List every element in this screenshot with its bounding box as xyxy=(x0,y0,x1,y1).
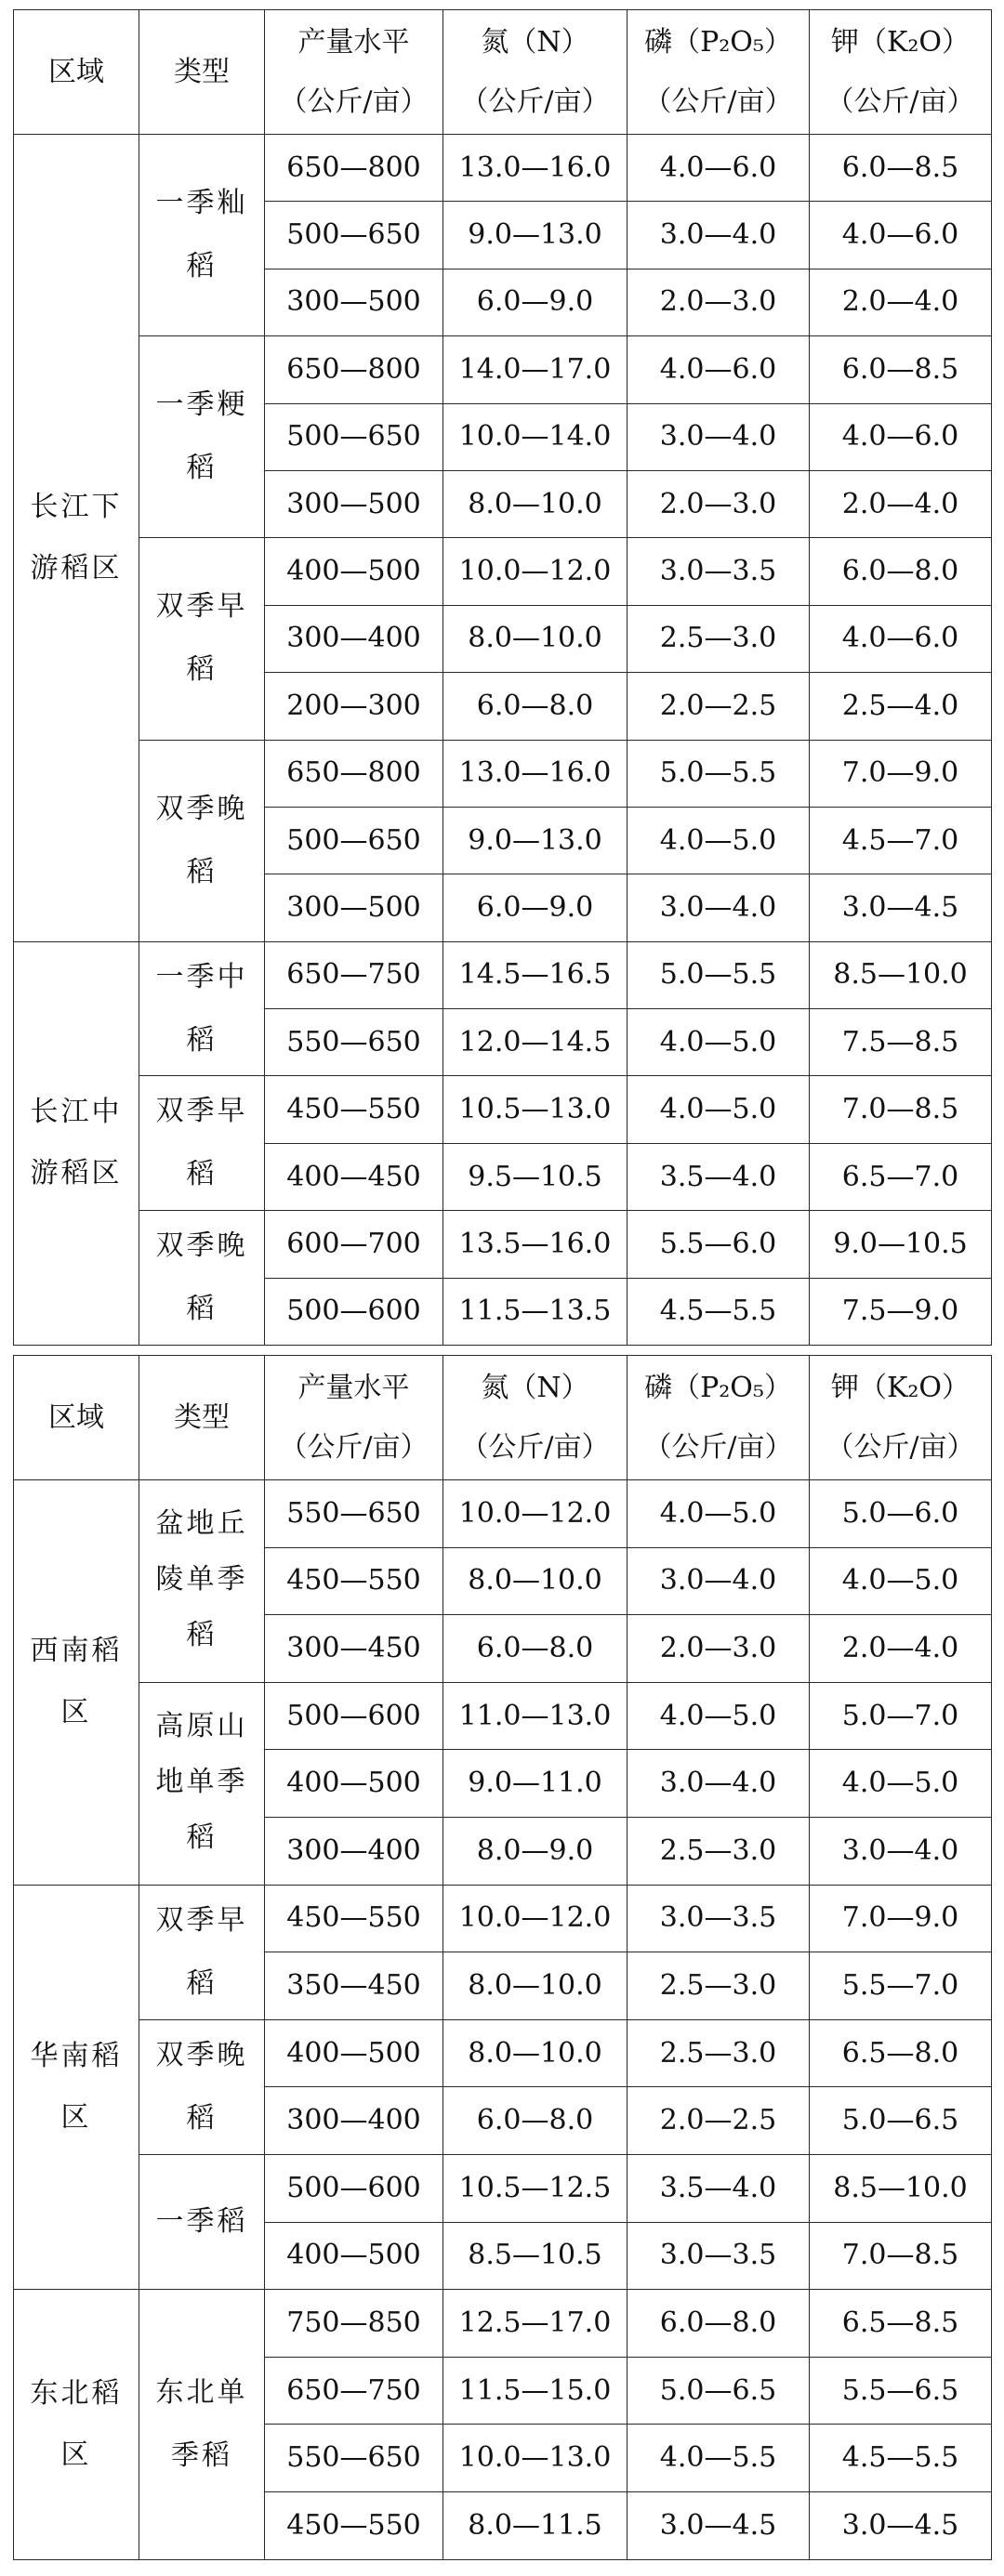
yield-cell: 300—400 xyxy=(265,2087,443,2155)
n-cell: 6.0—8.0 xyxy=(443,1615,628,1683)
type-name: 双季早稻 xyxy=(155,590,248,687)
yield-cell: 400—500 xyxy=(265,538,443,605)
type-cell xyxy=(139,1076,265,1211)
region-name: 东北稻区 xyxy=(30,2376,123,2471)
n-cell: 11.5—15.0 xyxy=(443,2357,628,2425)
yield-cell: 400—500 xyxy=(265,2019,443,2087)
yield-cell: 500—600 xyxy=(265,1682,443,1750)
yield-cell: 350—450 xyxy=(265,1952,443,2020)
n-cell: 13.0—16.0 xyxy=(443,740,628,807)
p-cell: 4.0—5.0 xyxy=(628,807,810,874)
k-cell: 3.0—4.5 xyxy=(810,2491,992,2559)
p-cell: 2.5—3.0 xyxy=(628,1952,810,2020)
p-cell: 3.0—4.0 xyxy=(628,1750,810,1818)
header-type: 类型 xyxy=(139,1356,265,1480)
yield-cell: 500—650 xyxy=(265,807,443,874)
n-cell: 10.0—12.0 xyxy=(443,1480,628,1548)
n-cell: 12.0—14.5 xyxy=(443,1009,628,1076)
p-cell: 3.5—4.0 xyxy=(628,1143,810,1210)
yield-cell: 650—800 xyxy=(265,740,443,807)
n-cell: 14.5—16.5 xyxy=(443,941,628,1008)
header-k-line: 钾（K₂O） xyxy=(830,25,971,59)
yield-cell: 300—450 xyxy=(265,1615,443,1683)
header-p xyxy=(628,10,810,135)
type-name: 一季稻 xyxy=(155,2205,248,2239)
type-cell xyxy=(139,740,265,941)
data-table xyxy=(13,9,992,1346)
p-cell: 2.5—3.0 xyxy=(628,605,810,672)
region-name: 华南稻区 xyxy=(30,2039,123,2134)
k-cell: 4.0—5.0 xyxy=(810,1750,992,1818)
p-cell: 2.0—3.0 xyxy=(628,269,810,335)
p-cell: 3.0—3.5 xyxy=(628,2222,810,2290)
yield-cell: 450—550 xyxy=(265,1547,443,1615)
k-cell: 5.5—6.5 xyxy=(810,2357,992,2425)
yield-cell: 500—650 xyxy=(265,403,443,470)
table-row xyxy=(14,336,992,403)
type-cell xyxy=(139,135,265,336)
header-p-line: （公斤/亩） xyxy=(643,1430,793,1464)
n-cell: 9.0—13.0 xyxy=(443,202,628,269)
k-cell: 2.0—4.0 xyxy=(810,1615,992,1683)
table-row xyxy=(14,2154,992,2222)
k-cell: 8.5—10.0 xyxy=(810,941,992,1008)
k-cell: 3.0—4.0 xyxy=(810,1817,992,1885)
table-row xyxy=(14,2019,992,2087)
p-cell: 3.0—4.0 xyxy=(628,403,810,470)
type-name: 高原山地单季稻 xyxy=(155,1709,248,1854)
n-cell: 10.0—12.0 xyxy=(443,1885,628,1952)
type-name: 一季中稻 xyxy=(155,960,248,1057)
n-cell: 8.5—10.5 xyxy=(443,2222,628,2290)
k-cell: 4.0—6.0 xyxy=(810,202,992,269)
header-k-line: （公斤/亩） xyxy=(826,1430,975,1464)
k-cell: 4.5—7.0 xyxy=(810,807,992,874)
header-row xyxy=(14,1356,992,1480)
type-name: 双季早稻 xyxy=(155,1903,248,2000)
type-name: 一季籼稻 xyxy=(155,187,248,283)
n-cell: 8.0—11.5 xyxy=(443,2491,628,2559)
k-cell: 2.5—4.0 xyxy=(810,673,992,740)
header-yield-line: 产量水平 xyxy=(297,25,410,59)
k-cell: 4.0—6.0 xyxy=(810,605,992,672)
region-cell xyxy=(14,135,139,942)
n-cell: 8.0—10.0 xyxy=(443,470,628,537)
header-type: 类型 xyxy=(139,10,265,135)
k-cell: 5.0—7.0 xyxy=(810,1682,992,1750)
p-cell: 5.0—5.5 xyxy=(628,941,810,1008)
p-cell: 2.5—3.0 xyxy=(628,2019,810,2087)
n-cell: 10.0—14.0 xyxy=(443,403,628,470)
header-p-line: 磷（P₂O₅） xyxy=(644,1371,792,1404)
header-p-line: 磷（P₂O₅） xyxy=(644,25,792,59)
header-yield-line: （公斤/亩） xyxy=(279,1430,429,1464)
n-cell: 8.0—9.0 xyxy=(443,1817,628,1885)
n-cell: 9.0—13.0 xyxy=(443,807,628,874)
type-cell xyxy=(139,1885,265,2019)
k-cell: 9.0—10.5 xyxy=(810,1211,992,1278)
type-name: 双季晚稻 xyxy=(155,2038,248,2135)
header-n xyxy=(443,10,628,135)
type-cell xyxy=(139,1682,265,1885)
p-cell: 2.0—2.5 xyxy=(628,673,810,740)
yield-cell: 400—500 xyxy=(265,2222,443,2290)
p-cell: 4.0—5.0 xyxy=(628,1076,810,1143)
table-row xyxy=(14,1682,992,1750)
p-cell: 4.5—5.5 xyxy=(628,1278,810,1345)
data-table xyxy=(13,1355,992,2560)
n-cell: 11.0—13.0 xyxy=(443,1682,628,1750)
n-cell: 8.0—10.0 xyxy=(443,605,628,672)
type-name: 双季晚稻 xyxy=(155,1229,248,1326)
table-row xyxy=(14,135,992,202)
header-n xyxy=(443,1356,628,1480)
type-cell xyxy=(139,336,265,538)
p-cell: 4.0—6.0 xyxy=(628,336,810,403)
fertilizer-table-1 xyxy=(13,9,991,1346)
region-cell xyxy=(14,941,139,1345)
header-yield-line: （公斤/亩） xyxy=(279,85,429,118)
k-cell: 2.0—4.0 xyxy=(810,269,992,335)
p-cell: 4.0—5.0 xyxy=(628,1009,810,1076)
k-cell: 4.5—5.5 xyxy=(810,2425,992,2492)
n-cell: 14.0—17.0 xyxy=(443,336,628,403)
k-cell: 7.0—8.5 xyxy=(810,1076,992,1143)
p-cell: 3.0—3.5 xyxy=(628,538,810,605)
yield-cell: 450—550 xyxy=(265,1885,443,1952)
p-cell: 4.0—6.0 xyxy=(628,135,810,202)
type-cell xyxy=(139,2019,265,2154)
yield-cell: 650—800 xyxy=(265,336,443,403)
n-cell: 13.5—16.0 xyxy=(443,1211,628,1278)
header-k xyxy=(810,1356,992,1480)
header-yield xyxy=(265,1356,443,1480)
p-cell: 2.0—3.0 xyxy=(628,470,810,537)
region-name: 西南稻区 xyxy=(30,1635,123,1729)
region-cell xyxy=(14,2290,139,2559)
yield-cell: 650—750 xyxy=(265,941,443,1008)
n-cell: 6.0—9.0 xyxy=(443,269,628,335)
k-cell: 6.0—8.5 xyxy=(810,336,992,403)
yield-cell: 550—650 xyxy=(265,1480,443,1548)
header-yield xyxy=(265,10,443,135)
table-row xyxy=(14,1076,992,1143)
n-cell: 13.0—16.0 xyxy=(443,135,628,202)
n-cell: 9.5—10.5 xyxy=(443,1143,628,1210)
region-name: 长江下游稻区 xyxy=(30,490,123,585)
p-cell: 3.0—4.0 xyxy=(628,1547,810,1615)
n-cell: 8.0—10.0 xyxy=(443,2019,628,2087)
n-cell: 10.0—12.0 xyxy=(443,538,628,605)
table-row xyxy=(14,1211,992,1278)
header-n-line: 氮（N） xyxy=(481,1371,589,1404)
yield-cell: 500—650 xyxy=(265,202,443,269)
header-k-line: （公斤/亩） xyxy=(826,85,975,118)
p-cell: 6.0—8.0 xyxy=(628,2290,810,2358)
yield-cell: 400—450 xyxy=(265,1143,443,1210)
p-cell: 3.0—4.0 xyxy=(628,202,810,269)
p-cell: 3.5—4.0 xyxy=(628,2154,810,2222)
k-cell: 5.5—7.0 xyxy=(810,1952,992,2020)
k-cell: 7.5—8.5 xyxy=(810,1009,992,1076)
p-cell: 2.0—2.5 xyxy=(628,2087,810,2155)
table-row xyxy=(14,538,992,605)
n-cell: 12.5—17.0 xyxy=(443,2290,628,2358)
p-cell: 3.0—4.0 xyxy=(628,874,810,941)
k-cell: 8.5—10.0 xyxy=(810,2154,992,2222)
yield-cell: 300—500 xyxy=(265,269,443,335)
fertilizer-table-2 xyxy=(13,1355,991,2560)
yield-cell: 550—650 xyxy=(265,1009,443,1076)
k-cell: 6.0—8.0 xyxy=(810,538,992,605)
n-cell: 9.0—11.0 xyxy=(443,1750,628,1818)
k-cell: 7.0—8.5 xyxy=(810,2222,992,2290)
n-cell: 8.0—10.0 xyxy=(443,1952,628,2020)
type-cell xyxy=(139,2290,265,2559)
k-cell: 6.5—8.5 xyxy=(810,2290,992,2358)
k-cell: 4.0—5.0 xyxy=(810,1547,992,1615)
k-cell: 7.0—9.0 xyxy=(810,740,992,807)
k-cell: 5.0—6.0 xyxy=(810,1480,992,1548)
yield-cell: 550—650 xyxy=(265,2425,443,2492)
yield-cell: 500—600 xyxy=(265,1278,443,1345)
yield-cell: 750—850 xyxy=(265,2290,443,2358)
header-row xyxy=(14,10,992,135)
p-cell: 4.0—5.0 xyxy=(628,1682,810,1750)
type-cell xyxy=(139,538,265,740)
n-cell: 11.5—13.5 xyxy=(443,1278,628,1345)
header-k xyxy=(810,10,992,135)
header-region: 区域 xyxy=(14,10,139,135)
table-row xyxy=(14,941,992,1008)
yield-cell: 650—800 xyxy=(265,135,443,202)
n-cell: 6.0—8.0 xyxy=(443,2087,628,2155)
header-n-line: （公斤/亩） xyxy=(460,85,610,118)
p-cell: 2.0—3.0 xyxy=(628,1615,810,1683)
type-cell xyxy=(139,2154,265,2289)
n-cell: 6.0—9.0 xyxy=(443,874,628,941)
header-n-line: 氮（N） xyxy=(481,25,589,59)
header-p-line: （公斤/亩） xyxy=(643,85,793,118)
n-cell: 10.5—12.5 xyxy=(443,2154,628,2222)
k-cell: 7.5—9.0 xyxy=(810,1278,992,1345)
yield-cell: 650—750 xyxy=(265,2357,443,2425)
header-k-line: 钾（K₂O） xyxy=(830,1371,971,1404)
type-name: 双季晚稻 xyxy=(155,792,248,888)
k-cell: 4.0—6.0 xyxy=(810,403,992,470)
yield-cell: 300—500 xyxy=(265,470,443,537)
type-cell xyxy=(139,941,265,1076)
table-row xyxy=(14,1480,992,1548)
n-cell: 8.0—10.0 xyxy=(443,1547,628,1615)
header-yield-line: 产量水平 xyxy=(297,1371,410,1404)
p-cell: 2.5—3.0 xyxy=(628,1817,810,1885)
region-name: 长江中游稻区 xyxy=(30,1096,123,1190)
k-cell: 6.5—8.0 xyxy=(810,2019,992,2087)
k-cell: 5.0—6.5 xyxy=(810,2087,992,2155)
yield-cell: 600—700 xyxy=(265,1211,443,1278)
region-cell xyxy=(14,1480,139,1886)
p-cell: 4.0—5.5 xyxy=(628,2425,810,2492)
p-cell: 3.0—4.5 xyxy=(628,2491,810,2559)
yield-cell: 450—550 xyxy=(265,2491,443,2559)
type-name: 双季早稻 xyxy=(155,1095,248,1191)
n-cell: 10.0—13.0 xyxy=(443,2425,628,2492)
p-cell: 5.5—6.0 xyxy=(628,1211,810,1278)
k-cell: 7.0—9.0 xyxy=(810,1885,992,1952)
k-cell: 6.0—8.5 xyxy=(810,135,992,202)
type-cell xyxy=(139,1480,265,1683)
yield-cell: 450—550 xyxy=(265,1076,443,1143)
type-cell xyxy=(139,1211,265,1346)
table-row xyxy=(14,740,992,807)
k-cell: 6.5—7.0 xyxy=(810,1143,992,1210)
header-n-line: （公斤/亩） xyxy=(460,1430,610,1464)
yield-cell: 300—400 xyxy=(265,1817,443,1885)
n-cell: 6.0—8.0 xyxy=(443,673,628,740)
n-cell: 10.5—13.0 xyxy=(443,1076,628,1143)
p-cell: 4.0—5.0 xyxy=(628,1480,810,1548)
type-name: 东北单季稻 xyxy=(155,2375,248,2472)
table-row xyxy=(14,2290,992,2358)
header-p xyxy=(628,1356,810,1480)
p-cell: 3.0—3.5 xyxy=(628,1885,810,1952)
yield-cell: 500—600 xyxy=(265,2154,443,2222)
type-name: 一季粳稻 xyxy=(155,388,248,485)
p-cell: 5.0—6.5 xyxy=(628,2357,810,2425)
k-cell: 2.0—4.0 xyxy=(810,470,992,537)
yield-cell: 400—500 xyxy=(265,1750,443,1818)
yield-cell: 200—300 xyxy=(265,673,443,740)
yield-cell: 300—500 xyxy=(265,874,443,941)
type-name: 盆地丘陵单季稻 xyxy=(155,1506,248,1651)
k-cell: 3.0—4.5 xyxy=(810,874,992,941)
p-cell: 5.0—5.5 xyxy=(628,740,810,807)
header-region: 区域 xyxy=(14,1356,139,1480)
region-cell xyxy=(14,1885,139,2290)
yield-cell: 300—400 xyxy=(265,605,443,672)
table-row xyxy=(14,1885,992,1952)
